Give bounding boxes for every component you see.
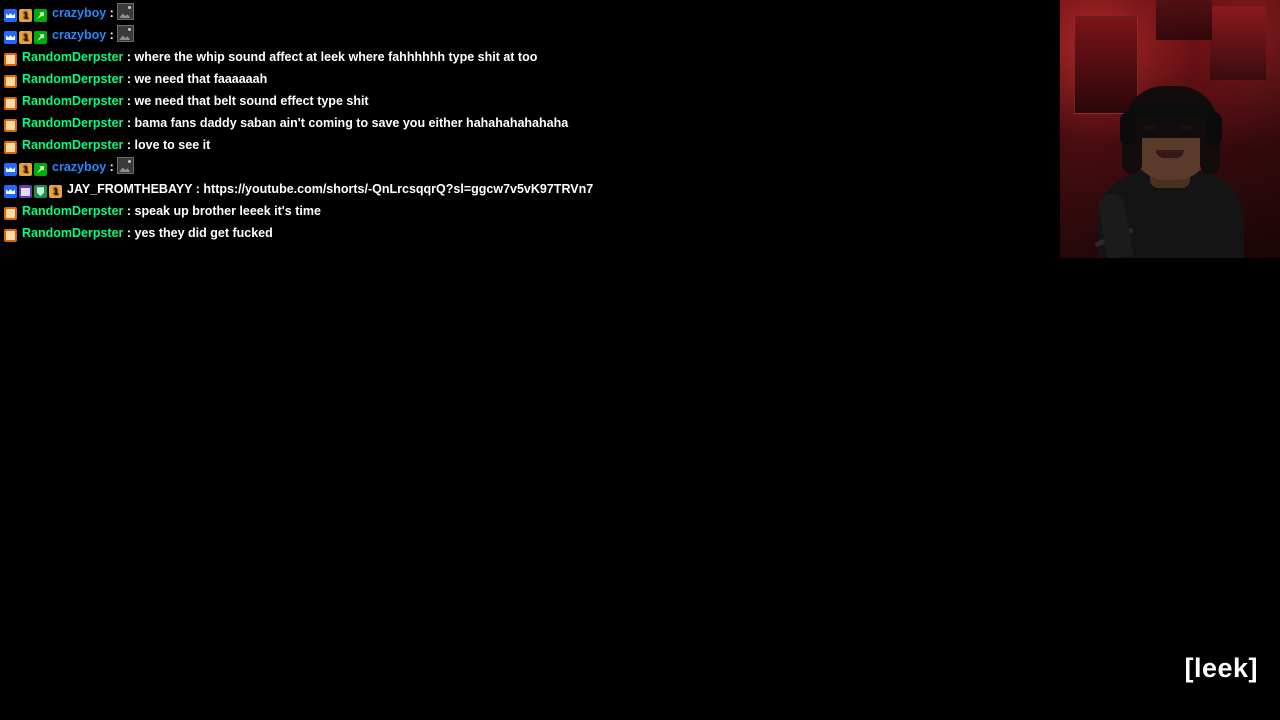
chat-message-text: we need that belt sound effect type shit: [134, 94, 369, 108]
founder-badge-icon: [34, 185, 47, 198]
chat-separator: :: [123, 204, 135, 218]
emotecol-badge-icon: [4, 53, 17, 66]
chat-badges: [4, 27, 49, 47]
chat-username[interactable]: RandomDerpster: [22, 138, 124, 152]
wall-poster-right: [1210, 6, 1266, 80]
chat-username[interactable]: RandomDerpster: [22, 116, 124, 130]
emotecol-badge-icon: [4, 207, 17, 220]
sub-badge-icon: [19, 9, 32, 22]
sub-badge-icon: [19, 31, 32, 44]
chat-separator: :: [123, 226, 135, 240]
mod-badge-icon: [34, 163, 47, 176]
chat-username[interactable]: RandomDerpster: [22, 204, 124, 218]
chat-separator: :: [123, 138, 135, 152]
chat-message: [4, 91, 1060, 113]
chat-badges: [4, 115, 19, 135]
chat-message: [4, 69, 1060, 91]
chat-username[interactable]: RandomDerpster: [22, 72, 124, 86]
emotecol-badge-icon: [4, 97, 17, 110]
headphone-cup-right: [1206, 112, 1222, 146]
streamer-eyebrow-right: [1178, 118, 1194, 122]
chat-badges: [4, 71, 19, 91]
chat-message: [4, 223, 1060, 245]
stream-caption: [leek]: [1184, 653, 1258, 683]
emotecol-badge-icon: [4, 75, 17, 88]
sub-badge-icon: [49, 185, 62, 198]
prime-badge-icon: [4, 163, 17, 176]
chat-separator: :: [106, 6, 118, 20]
streamer-eyebrow-left: [1142, 118, 1158, 122]
prime-badge-icon: [4, 185, 17, 198]
chat-message: [4, 3, 1060, 25]
wall-shelf: [1156, 0, 1212, 40]
chat-message: [4, 179, 1060, 201]
prime-badge-icon: [4, 9, 17, 22]
chat-separator: :: [123, 72, 135, 86]
chat-badges: [4, 49, 19, 69]
streamer-webcam: [1060, 0, 1280, 258]
chat-badges: [4, 159, 49, 179]
sub-badge-icon: [19, 163, 32, 176]
chat-message-text: we need that faaaaaah: [134, 72, 268, 86]
mod-badge-icon: [34, 9, 47, 22]
chat-message: [4, 25, 1060, 47]
chat-message-text: where the whip sound affect at leek where fahhhhhh type shit at too: [134, 50, 538, 64]
chat-message: [4, 157, 1060, 179]
chat-username[interactable]: crazyboy: [52, 6, 107, 20]
streamer-figure: [1094, 82, 1246, 258]
chat-separator: :: [123, 50, 135, 64]
streamer-eye-right: [1180, 125, 1193, 130]
chat-badges: [4, 225, 19, 245]
streamer-mouth: [1156, 150, 1184, 158]
chat-separator: :: [192, 182, 204, 196]
chat-username[interactable]: JAY_FROMTHEBAYY: [67, 182, 193, 196]
chat-message-text: yes they did get fucked: [134, 226, 273, 240]
chat-badges: [4, 5, 49, 25]
emotecol-badge-icon: [4, 141, 17, 154]
chat-separator: :: [123, 116, 135, 130]
chat-message: [4, 47, 1060, 69]
chat-username[interactable]: RandomDerpster: [22, 94, 124, 108]
chat-username[interactable]: RandomDerpster: [22, 50, 124, 64]
chat-badges: [4, 93, 19, 113]
chat-badges: [4, 181, 64, 201]
chat-message-text: speak up brother leeek it's time: [134, 204, 321, 218]
chat-message-text: bama fans daddy saban ain't coming to save you either hahahahahahaha: [134, 116, 569, 130]
emotecol-badge-icon: [4, 119, 17, 132]
chat-message-text: love to see it: [134, 138, 211, 152]
prime-badge-icon: [4, 31, 17, 44]
chat-message: [4, 201, 1060, 223]
gift-badge-icon: [19, 185, 32, 198]
chat-separator: :: [106, 28, 118, 42]
chat-message: [4, 135, 1060, 157]
chat-emote-icon: [117, 157, 134, 174]
chat-overlay: [0, 0, 1060, 245]
chat-username[interactable]: crazyboy: [52, 28, 107, 42]
headphone-cup-left: [1120, 112, 1136, 146]
chat-username[interactable]: RandomDerpster: [22, 226, 124, 240]
chat-message-text: https://youtube.com/shorts/-QnLrcsqqrQ?sl=ggcw7v5vK97TRVn7: [203, 182, 594, 196]
chat-separator: :: [123, 94, 135, 108]
streamer-eye-left: [1144, 125, 1157, 130]
chat-badges: [4, 203, 19, 223]
chat-username[interactable]: crazyboy: [52, 160, 107, 174]
chat-badges: [4, 137, 19, 157]
emotecol-badge-icon: [4, 229, 17, 242]
chat-emote-icon: [117, 25, 134, 42]
headphone-band: [1128, 104, 1214, 116]
chat-message: [4, 113, 1060, 135]
chat-emote-icon: [117, 3, 134, 20]
chat-separator: :: [106, 160, 118, 174]
mod-badge-icon: [34, 31, 47, 44]
